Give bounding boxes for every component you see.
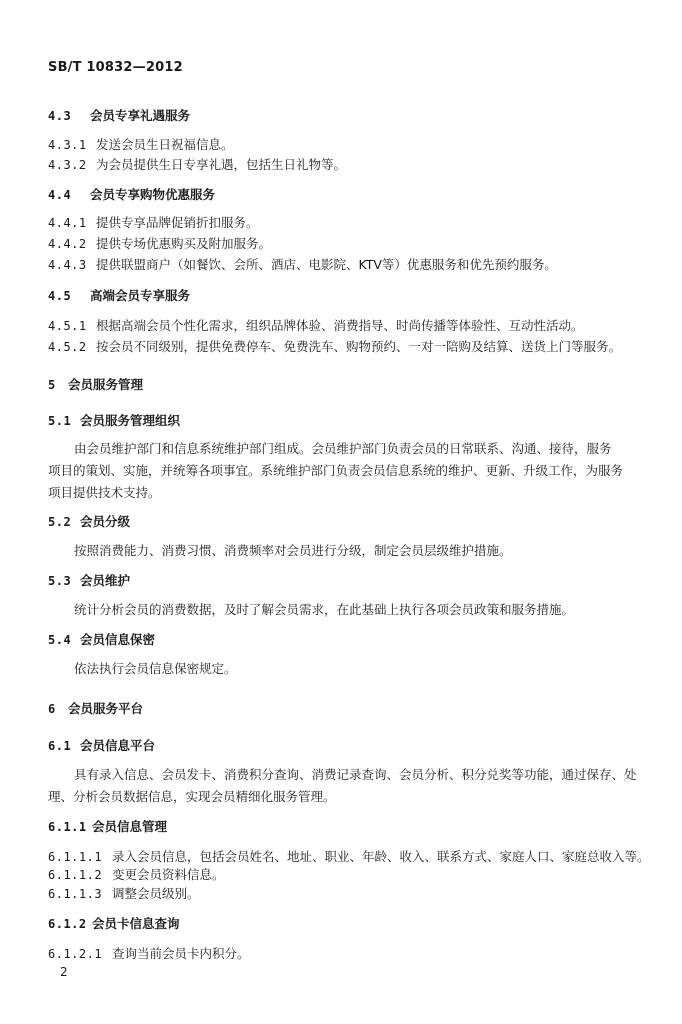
list-item: 6.1.1.2 变更会员资料信息。 [48,867,225,882]
list-item: 4.5.1 根据高端会员个性化需求，组织品牌体验、消费指导、时尚传播等体验性、互动性活动。 [48,318,584,333]
paragraph-line: 按照消费能力、消费习惯、消费频率对会员进行分级，制定会员层级维护措施。 [74,543,512,558]
subsection-heading: 6.1.2 会员卡信息查询 [48,916,180,931]
chapter-heading: 5 会员服务管理 [48,377,144,392]
list-item: 4.3.1 发送会员生日祝福信息。 [48,137,234,152]
list-item: 4.3.2 为会员提供生日专享礼遇，包括生日礼物等。 [48,157,347,172]
section-heading: 6.1 会员信息平台 [48,738,156,753]
section-heading: 4.3 会员专享礼遇服务 [48,108,191,123]
list-item: 6.1.1.1 录入会员信息，包括会员姓名、地址、职业、年龄、收入、联系方式、家庭人口、家庭总收入等。 [48,849,650,864]
paragraph-line: 项目的策划、实施，并统筹各项事宜。系统维护部门负责会员信息系统的维护、更新、升级工作，为服务 [48,463,624,478]
paragraph-line: 项目提供技术支持。 [48,485,161,500]
paragraph-line: 具有录入信息、会员发卡、消费积分查询、消费记录查询、会员分析、积分兑奖等功能，通过保存、处 [74,767,637,782]
paragraph-line: 统计分析会员的消费数据，及时了解会员需求，在此基础上执行各项会员政策和服务措施。 [74,602,575,617]
paragraph-line: 理、分析会员数据信息，实现会员精细化服务管理。 [48,789,336,804]
section-heading: 5.4 会员信息保密 [48,632,156,647]
list-item: 4.4.1 提供专享品牌促销折扣服务。 [48,215,259,230]
page-number: 2 [60,965,68,979]
chapter-heading: 6 会员服务平台 [48,701,144,716]
section-heading: 5.1 会员服务管理组织 [48,413,181,428]
paragraph-line: 由会员维护部门和信息系统维护部门组成。会员维护部门负责会员的日常联系、沟通、接待，服务 [74,441,612,456]
document-id-header: SB/T 10832—2012 [48,60,183,75]
section-heading: 4.5 高端会员专享服务 [48,288,191,303]
list-item: 4.4.3 提供联盟商户（如餐饮、会所、酒店、电影院、KTV等）优惠服务和优先预约服务。 [48,257,557,272]
section-heading: 5.2 会员分级 [48,514,131,529]
list-item: 4.4.2 提供专场优惠购买及附加服务。 [48,236,272,251]
list-item: 6.1.1.3 调整会员级别。 [48,886,200,901]
subsection-heading: 6.1.1 会员信息管理 [48,819,168,834]
paragraph-line: 依法执行会员信息保密规定。 [74,661,237,676]
section-heading: 4.4 会员专享购物优惠服务 [48,187,216,202]
list-item: 4.5.2 按会员不同级别，提供免费停车、免费洗车、购物预约、一对一陪购及结算、送货上门等服务。 [48,339,622,354]
section-heading: 5.3 会员维护 [48,573,131,588]
list-item: 6.1.2.1 查询当前会员卡内积分。 [48,946,250,961]
